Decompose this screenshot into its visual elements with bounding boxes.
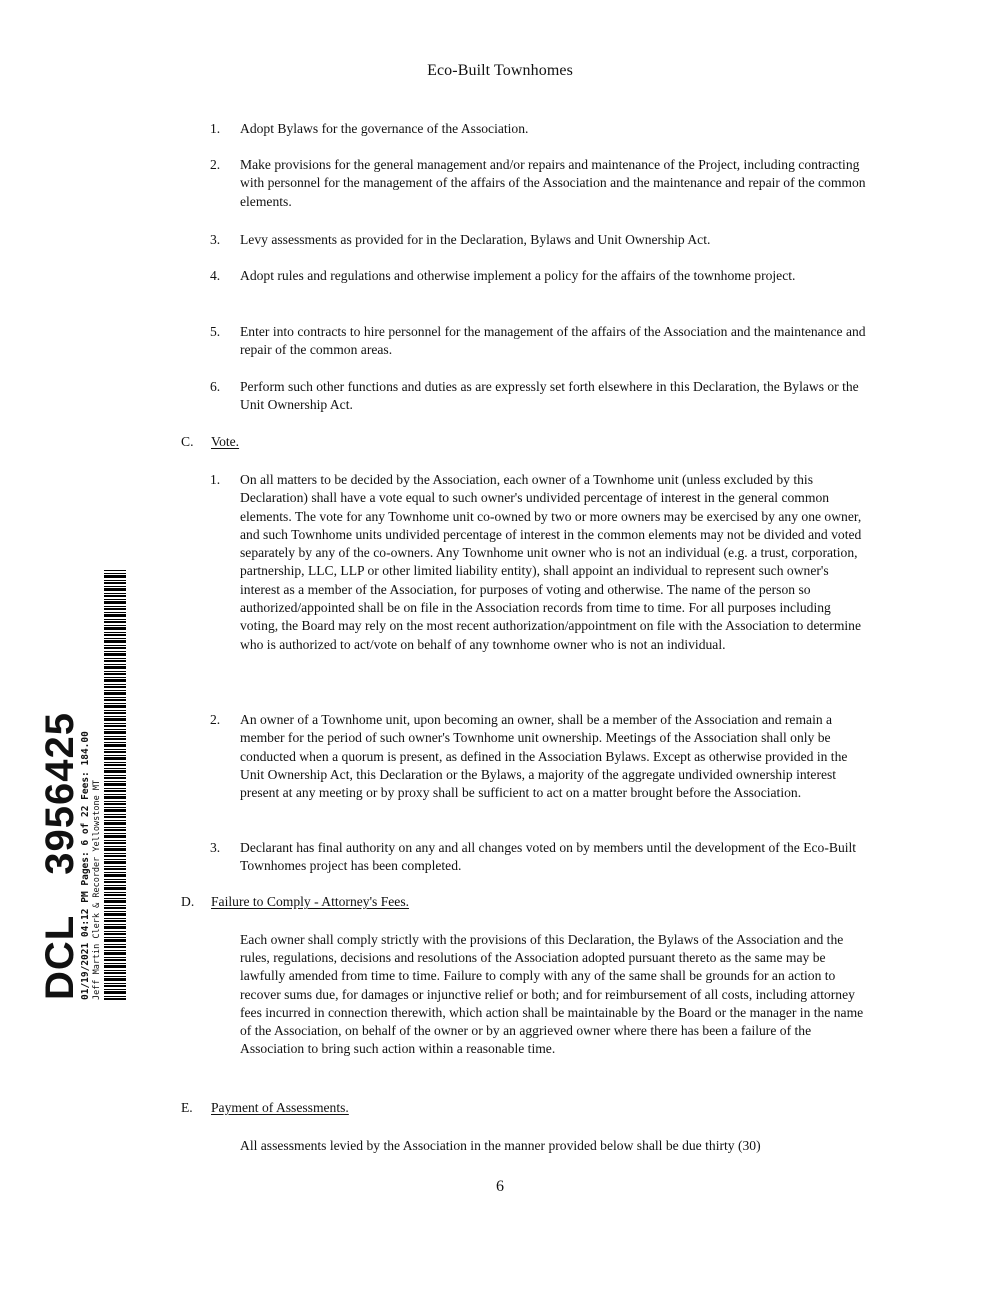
stamp-recorder-info: Jeff Martin Clerk & Recorder Yellowstone MT — [92, 779, 102, 1000]
section-letter: D. — [181, 894, 195, 909]
list-item-number: 2. — [210, 712, 221, 727]
list-item-number: 5. — [210, 324, 221, 339]
page-number: 6 — [496, 1178, 504, 1195]
stamp-recording-info: 01/19/2021 04:12 PM Pages: 6 of 22 Fees: 184.00 — [80, 731, 91, 1000]
stamp-doc-type: DCL — [38, 914, 82, 1000]
section-letter: E. — [181, 1100, 193, 1115]
section-letter: C. — [181, 434, 194, 449]
list-item-number: 3. — [210, 840, 221, 855]
list-item-number: 4. — [210, 268, 221, 283]
list-item-number: 1. — [210, 121, 221, 136]
stamp-doc-number: 3956425 — [38, 712, 82, 875]
list-item-text: An owner of a Townhome unit, upon becoming an owner, shall be a member of the Association and remain a member for the period of such owner's Townhome unit ownership. Meetings of the Association shall only be conducted when a quorum is present, as defined in the Association Bylaws. Except as otherwise provided in the Unit Ownership Act, this Declaration or the Bylaws, a majority of the aggregate undivided ownership interest present at any meeting or by proxy shall be sufficient to act on a matter brought before the Association. — [240, 712, 848, 801]
list-item-text: Declarant has final authority on any and all changes voted on by members until the development of the Eco-Built Townhomes project has been completed. — [240, 840, 857, 874]
list-item-text: Perform such other functions and duties as are expressly set forth elsewhere in this Declaration, the Bylaws or the Unit Ownership Act. — [240, 379, 859, 413]
recording-stamp — [40, 560, 130, 1000]
list-item-text: Make provisions for the general management and/or repairs and maintenance of the Project, including contracting with personnel for the management of the affairs of the Association and the maintenance and repair of the common elements. — [240, 157, 866, 209]
barcode — [104, 570, 126, 1000]
list-item-text: Adopt rules and regulations and otherwise implement a policy for the affairs of the townhome project. — [240, 268, 796, 283]
list-item-text: Adopt Bylaws for the governance of the Association. — [240, 121, 529, 136]
page-header: Eco-Built Townhomes — [427, 62, 573, 79]
paragraph-payment-of-assessments: All assessments levied by the Association in the manner provided below shall be due thirty (30) — [240, 1138, 761, 1153]
list-item-number: 6. — [210, 379, 221, 394]
list-item-number: 3. — [210, 232, 221, 247]
list-item-text: Enter into contracts to hire personnel for the management of the affairs of the Association and the maintenance and repair of the common areas. — [240, 324, 866, 358]
list-item-text: Levy assessments as provided for in the Declaration, Bylaws and Unit Ownership Act. — [240, 232, 711, 247]
list-item-number: 2. — [210, 157, 221, 172]
list-item-number: 1. — [210, 472, 221, 487]
paragraph-failure-to-comply: Each owner shall comply strictly with the provisions of this Declaration, the Bylaws of the Association and the rules, regulations, decisions and resolutions of the Association adopted pursuant thereto as the same may be lawfully amended from time to time. Failure to comply with any of the same shall be grounds for an action to recover sums due, for damages or injunctive relief or both; and for reimbursement of all costs, including attorney fees incurred in connection therewith, which action shall be maintainable by the Board or the manager in the name of the Association, on behalf of the owner or by an aggrieved owner where there has been a failure of the Association to bring such action within a reasonable time. — [240, 932, 864, 1057]
list-item-text: On all matters to be decided by the Association, each owner of a Townhome unit (unless excluded by this Declaration) shall have a vote equal to such owner's undivided percentage of interest in the general common elements. The vote for any Townhome unit co-owned by two or more owners may be exercised by any one owner, and such Townhome units undivided percentage of interest in the common elements may not be divided and voted separately by any of the co-owners. Any Townhome unit owner who is not an individual (e.g. a trust, corporation, partnership, LLC, LLP or other limited liability entity), shall appoint an individual to represent such owner's interest as a member of the Association, for purposes of voting and otherwise. The name of the person so authorized/appointed shall be on file in the Association records from time to time. For all purposes including voting, the Board may rely on the most recent authorization/appointment on file with the Association to determine who is authorized to act/vote on behalf of any townhome owner who is not an individual. — [240, 472, 862, 652]
section-title-vote: Vote. — [211, 434, 240, 449]
section-title-failure-to-comply: Failure to Comply - Attorney's Fees. — [211, 894, 410, 909]
section-title-payment-of-assessments: Payment of Assessments. — [211, 1100, 349, 1115]
